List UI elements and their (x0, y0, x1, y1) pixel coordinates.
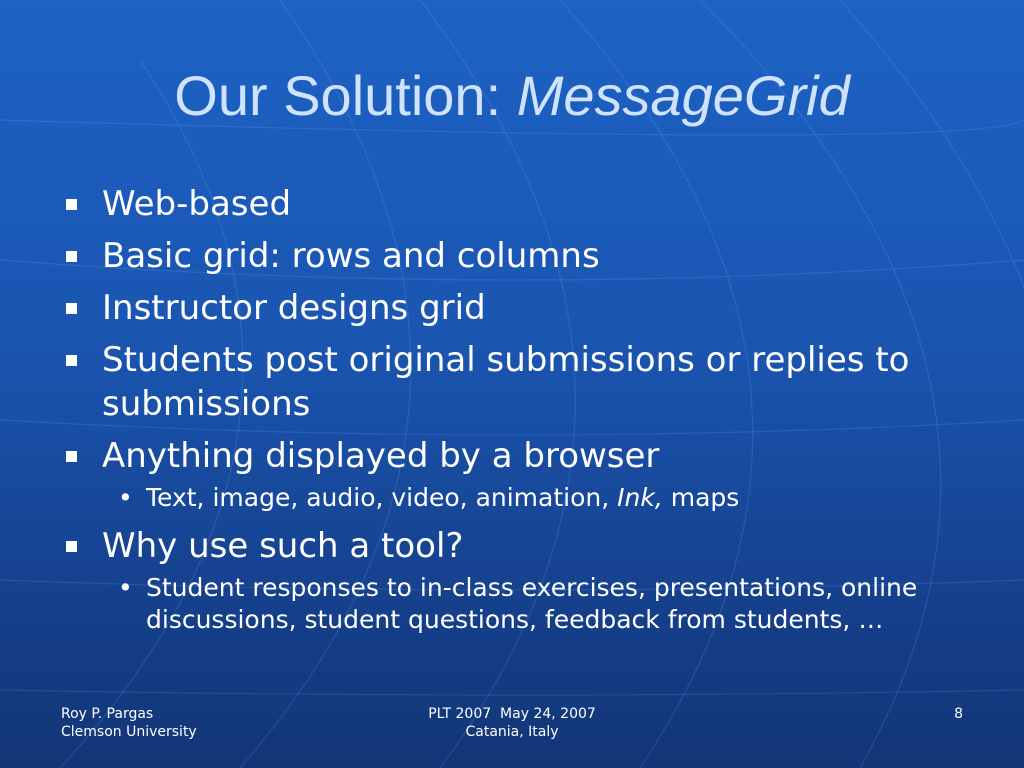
footer-event (0, 705, 1024, 741)
sub-bullet-text: Student responses to in-class exercises, presentations, online discussions, student questions, feedback from students, … (146, 573, 918, 634)
square-bullet-icon (66, 199, 77, 210)
sub-bullet-text-part2: maps (662, 483, 740, 512)
sub-bullet-text-italic: Ink, (617, 483, 663, 512)
slide-title-main: Our Solution: (174, 64, 517, 127)
square-bullet-icon (66, 541, 77, 552)
sub-bullet-text-part1: Text, image, audio, video, animation, (146, 483, 618, 512)
bullet-text: Basic grid: rows and columns (102, 236, 600, 276)
square-bullet-icon (66, 303, 77, 314)
footer-author-affiliation: Clemson University (61, 724, 197, 740)
bullet-text: Why use such a tool? (102, 526, 464, 566)
bullet-text: Students post original submissions or replies to submissions (102, 340, 910, 424)
sub-bullet-item (60, 572, 970, 636)
round-bullet-icon: • (118, 573, 133, 602)
sub-bullet-item (60, 482, 970, 514)
round-bullet-icon: • (118, 483, 133, 512)
square-bullet-icon (66, 355, 77, 366)
bullet-item (60, 434, 970, 478)
bullet-item (60, 182, 970, 226)
footer-author-name: Roy P. Pargas (61, 706, 154, 722)
bullet-item (60, 234, 970, 278)
slide-title-italic: MessageGrid (516, 64, 850, 127)
square-bullet-icon (66, 451, 77, 462)
bullet-item (60, 524, 970, 568)
footer-event-date: PLT 2007 May 24, 2007 (428, 706, 596, 722)
footer-event-location: Catania, Italy (465, 724, 559, 740)
bullet-list (60, 182, 970, 646)
bullet-item (60, 286, 970, 330)
bullet-text: Anything displayed by a browser (102, 436, 660, 476)
slide-title (0, 62, 1024, 130)
bullet-item (60, 338, 970, 426)
square-bullet-icon (66, 251, 77, 262)
page-number: 8 (954, 706, 963, 722)
bullet-text: Instructor designs grid (102, 288, 486, 328)
bullet-text: Web-based (102, 184, 292, 224)
